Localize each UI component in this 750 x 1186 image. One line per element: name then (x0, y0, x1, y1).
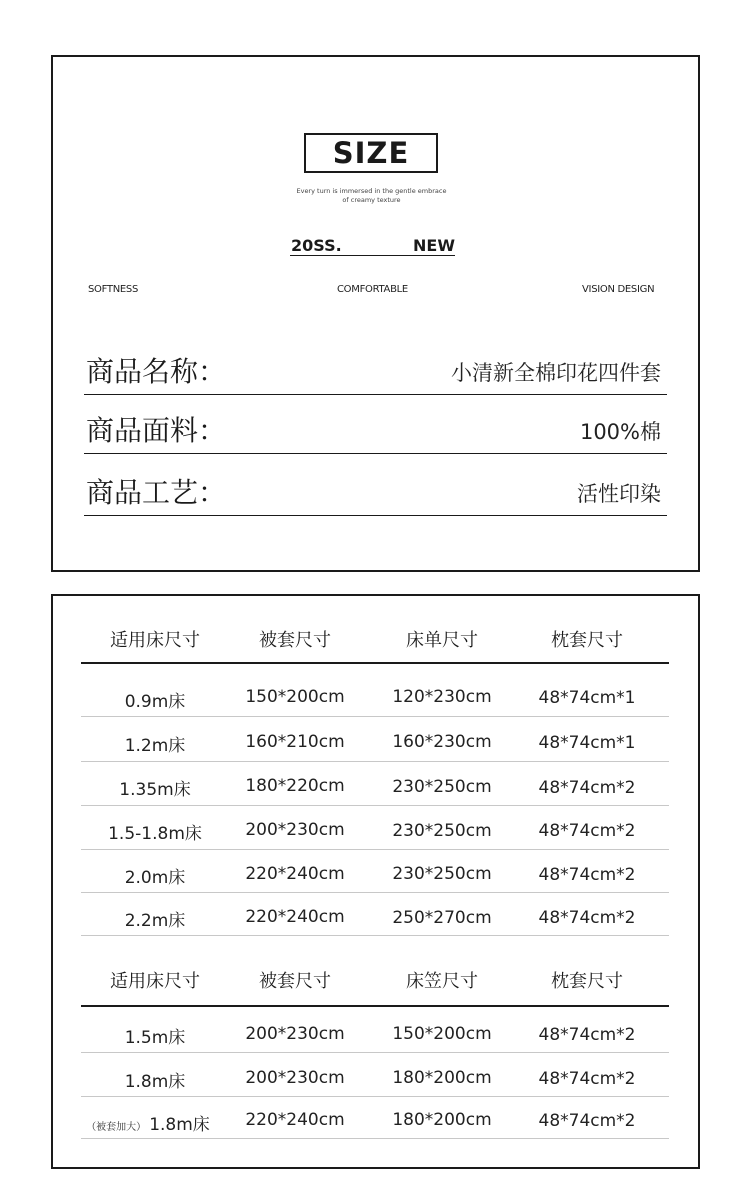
table2-header-bed: 适用床尺寸 (110, 971, 200, 992)
spec-value: 100%棉 (579, 420, 661, 444)
keyword-softness: SOFTNESS (88, 284, 138, 295)
table2-header-pillow: 枕套尺寸 (551, 971, 623, 992)
table-cell: 220*240cm (245, 1110, 345, 1130)
size-logo-text: SIZE (332, 136, 410, 170)
table-cell: 230*250cm (392, 777, 492, 797)
table-cell: 0.9m床 (124, 692, 186, 712)
table-cell: 2.0m床 (124, 868, 186, 888)
table-cell: 180*220cm (245, 776, 345, 796)
spec-label: 商品工艺： (86, 476, 227, 509)
tagline-line-1: Every turn is immersed in the gentle embrace (296, 187, 447, 195)
table-cell: 48*74cm*2 (538, 908, 636, 928)
table-cell: 160*230cm (392, 732, 492, 752)
table2-header-divider (81, 1005, 669, 1007)
table-cell: 220*240cm (245, 907, 345, 927)
row-divider (81, 935, 669, 936)
keyword-vision-design: VISION DESIGN (582, 284, 655, 295)
spec-value: 活性印染 (577, 482, 661, 506)
table2-header-duvet: 被套尺寸 (259, 971, 331, 992)
spec-label: 商品面料： (86, 414, 227, 447)
table-cell: 1.8m床 (124, 1072, 186, 1092)
table-cell: 48*74cm*1 (538, 688, 636, 708)
spec-divider (84, 453, 667, 454)
row-divider (81, 892, 669, 893)
tagline-line-2: of creamy texture (342, 196, 401, 204)
table-cell: 1.5-1.8m床 (108, 824, 202, 844)
table-cell: 120*230cm (392, 687, 492, 707)
table1-header-duvet: 被套尺寸 (259, 630, 331, 651)
row-divider (81, 761, 669, 762)
table1-header-divider (81, 662, 669, 664)
table-cell: 230*250cm (392, 821, 492, 841)
table-cell: 200*230cm (245, 1024, 345, 1044)
row-divider (81, 1138, 669, 1139)
table-cell: 160*210cm (245, 732, 345, 752)
spec-value: 小清新全棉印花四件套 (451, 361, 661, 385)
season-label (291, 234, 455, 256)
table-cell: 48*74cm*2 (538, 778, 636, 798)
table-cell: 150*200cm (392, 1024, 492, 1044)
season-underline (290, 255, 455, 256)
table-cell: 48*74cm*2 (538, 1069, 636, 1089)
table-cell: 1.5m床 (124, 1028, 186, 1048)
table-cell: 180*200cm (392, 1068, 492, 1088)
spec-divider (84, 515, 667, 516)
size-logo (304, 133, 438, 173)
table-cell: 48*74cm*2 (538, 821, 636, 841)
table2-header-fitted-sheet: 床笠尺寸 (406, 971, 478, 992)
spec-label: 商品名称： (86, 355, 227, 388)
table1-header-pillow: 枕套尺寸 (551, 630, 623, 651)
table-cell: 220*240cm (245, 864, 345, 884)
spec-divider (84, 394, 667, 395)
table-cell: 1.8m床 (149, 1115, 210, 1135)
table-cell: 2.2m床 (124, 911, 186, 931)
row-divider (81, 1096, 669, 1097)
season-new: NEW (413, 235, 455, 255)
table-cell: 200*230cm (245, 1068, 345, 1088)
spec-row-fabric (84, 414, 667, 454)
table-cell: 48*74cm*2 (538, 1025, 636, 1045)
keyword-comfortable: COMFORTABLE (337, 284, 408, 295)
table-cell: 230*250cm (392, 864, 492, 884)
table-cell: 150*200cm (245, 687, 345, 707)
oversized-note: （被套加大） (86, 1122, 147, 1133)
table-cell: 48*74cm*2 (538, 865, 636, 885)
spec-row-craft (84, 476, 667, 516)
table-cell: 180*200cm (392, 1110, 492, 1130)
row-divider (81, 716, 669, 717)
season-code: 20SS. (291, 235, 342, 255)
spec-row-name (84, 355, 667, 395)
table-cell: 1.35m床 (119, 780, 191, 800)
table-cell: 1.2m床 (124, 736, 186, 756)
row-divider (81, 849, 669, 850)
row-divider (81, 805, 669, 806)
table-cell: 48*74cm*2 (538, 1111, 636, 1131)
row-divider (81, 1052, 669, 1053)
table-cell: 48*74cm*1 (538, 733, 636, 753)
table-cell-oversized-bed (58, 1110, 238, 1135)
table-cell: 250*270cm (392, 908, 492, 928)
table-cell: 200*230cm (245, 820, 345, 840)
table1-header-sheet: 床单尺寸 (406, 630, 478, 651)
table1-header-bed: 适用床尺寸 (110, 630, 200, 651)
